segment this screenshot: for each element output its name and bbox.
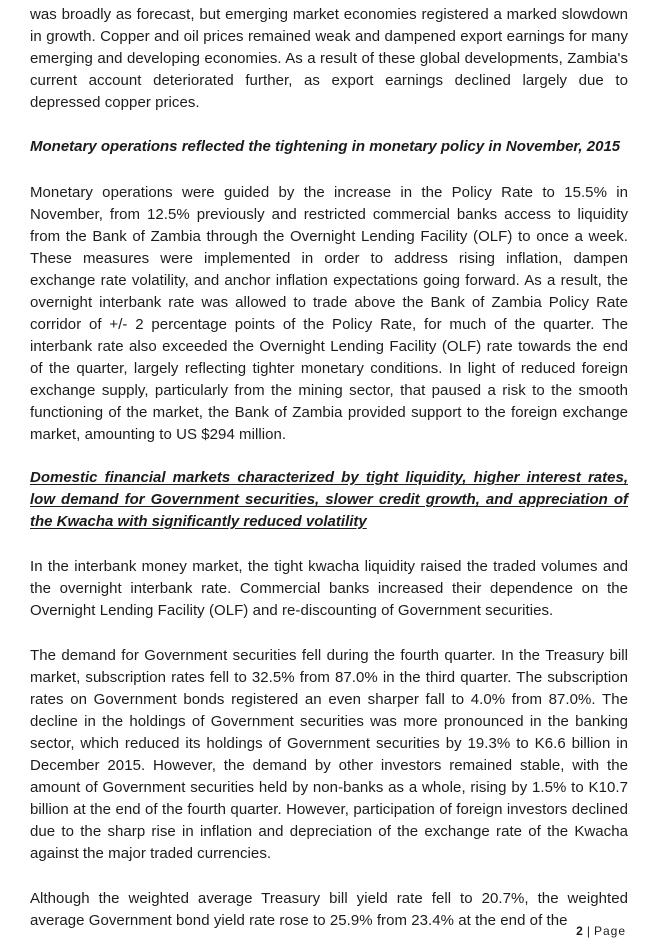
monetary-operations-paragraph: Monetary operations were guided by the increase in the Policy Rate to 15.5% in November, from 12.5% previously and restricted commercial banks access to liquidity from the Bank of Zambia through the Overnight Lending Facility (OLF) to once a week. These measures were implemented in order to address rising inflation, dampen exchange rate volatility, and anchor inflation expectations going forward. As a result, the overnight interbank rate was allowed to trade above the Bank of Zambia Policy Rate corridor of +/- 2 percentage points of the Policy Rate, for much of the quarter. The interbank rate also exceeded the Overnight Lending Facility (OLF) rate towards the end of the quarter, largely reflecting tighter monetary conditions. In light of reduced foreign exchange supply, particularly from the mining sector, that paused a risk to the smooth functioning of the market, the Bank of Zambia provided support to the foreign exchange market, amounting to US $294 million. <box>30 184 628 443</box>
document-page <box>30 4 628 944</box>
domestic-markets-heading: Domestic financial markets characterized by tight liquidity, higher interest rates, low demand for Government securities, slower credit growth, and appreciation of the Kwacha with significantly reduced volatility <box>30 469 628 530</box>
monetary-operations-heading: Monetary operations reflected the tightening in monetary policy in November, 2015 <box>30 138 621 155</box>
intro-paragraph: was broadly as forecast, but emerging market economies registered a marked slowdown in growth. Copper and oil prices remained weak and dampened export earnings for many emerging and developing economies. As a result of these global developments, Zambia's current account deteriorated further, as export earnings declined largely due to depressed copper prices. <box>30 6 628 111</box>
page-number: 2 <box>576 924 584 938</box>
government-securities-paragraph: The demand for Government securities fell during the fourth quarter. In the Treasury bill market, subscription rates fell to 32.5% from 87.0% in the third quarter. The subscription rates on Government bonds registered an even sharper fall to 4.0% from 87.0%. The decline in the holdings of Government securities was more pronounced in the banking sector, which reduced its holdings of Government securities by 19.3% to K6.6 billion in December 2015. However, the demand by other investors remained stable, with the amount of Government securities held by non-banks as a whole, rising by 1.5% to K10.7 billion at the end of the fourth quarter. However, participation of foreign investors declined due to the sharp rise in inflation and depreciation of the exchange rate of the Kwacha against the major traded currencies. <box>30 647 628 862</box>
yield-rate-paragraph: Although the weighted average Treasury bill yield rate fell to 20.7%, the weighted average Government bond yield rate rose to 25.9% from 23.4% at the end of the <box>30 890 628 929</box>
footer-separator: | <box>586 924 591 938</box>
page-label: Page <box>593 924 626 938</box>
page-footer <box>576 924 626 938</box>
interbank-market-paragraph: In the interbank money market, the tight kwacha liquidity raised the traded volumes and the overnight interbank rate. Commercial banks increased their dependence on the Overnight Lending Facility (OLF) and re-discounting of Government securities. <box>30 558 628 619</box>
